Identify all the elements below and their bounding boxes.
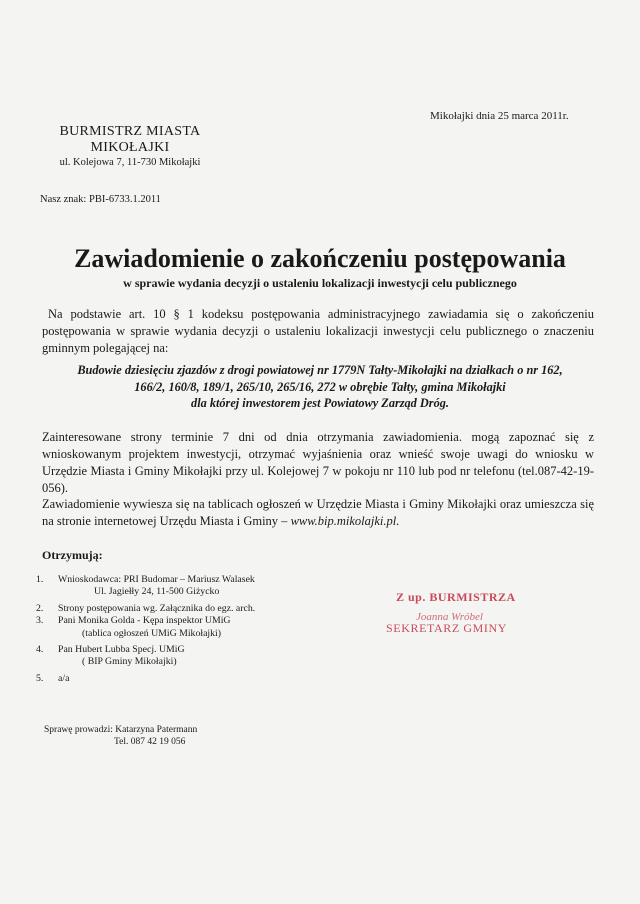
recipient-subline: (tablica ogłoszeń UMiG Mikołajki): [82, 627, 222, 639]
recipients-list: [36, 574, 356, 685]
document-date: Mikołajki dnia 25 marca 2011r.: [430, 110, 569, 122]
investment-description: [60, 362, 580, 412]
paragraph-publication-text: Zawiadomienie wywiesza się na tablicach ogłoszeń w Urzędzie Miasta i Gminy Mikołajki oraz umieszcza się na stronie internetowej Urzędu Miasta i Gminy –: [42, 497, 594, 528]
sender-address: ul. Kolejowa 7, 11-730 Mikołajki: [59, 157, 201, 168]
recipient-item: [36, 673, 356, 685]
recipient-item: [36, 603, 356, 615]
sender-town: MIKOŁAJKI: [90, 140, 170, 155]
recipient-number: 5.: [36, 672, 44, 684]
recipient-subline: ( BIP Gminy Mikołajki): [82, 656, 177, 668]
recipient-item: [36, 644, 356, 656]
recipient-text: Wnioskodawca: PRI Budomar – Mariusz Walasek: [58, 574, 255, 585]
sender-title: BURMISTRZ MIASTA: [59, 124, 201, 139]
recipient-text: Pani Monika Golda - Kępa inspektor UMiG: [58, 615, 231, 627]
paragraph-publication: [42, 496, 594, 530]
document-title: Zawiadomienie o zakończeniu postępowania: [74, 244, 566, 273]
recipients-heading: Otrzymują:: [42, 548, 103, 562]
reference-number: Nasz znak: PBI-6733.1.2011: [40, 194, 161, 205]
recipient-text: a/a: [58, 672, 70, 684]
recipient-number: 2.: [36, 602, 44, 614]
recipient-item: [36, 615, 356, 627]
prepared-by-block: [44, 724, 197, 748]
document-subtitle: w sprawie wydania decyzji o ustaleniu lokalizacji inwestycji celu publicznego: [123, 276, 517, 290]
investment-line: dla której inwestorem jest Powiatowy Zarząd Dróg.: [191, 396, 449, 410]
recipient-number: 3.: [36, 615, 44, 627]
paragraph-parties: Zainteresowane strony terminie 7 dni od dnia otrzymania zawiadomienia. mogą zapoznać się z wnioskowanym projektem inwestycji, otrzymać wyjaśnienia oraz wnieść swoje uwagi do wniosku w Urzędzie Miasta i Gminy Mikołajki przy ul. Kolejowej 7 w pokoju nr 110 lub pod nr telefonu (tel.087-42-19-056).: [42, 430, 594, 495]
stamp-line: SEKRETARZ GMINY: [386, 621, 508, 635]
investment-line: Budowie dziesięciu zjazdów z drogi powiatowej nr 1779N Tałty-Mikołajki na działkach o nr 162,: [77, 363, 563, 377]
recipient-text: Strony postępowania wg. Załącznika do egz. arch.: [58, 602, 256, 614]
paragraph-legal-basis-text: Na podstawie art. 10 § 1 kodeksu postępowania administracyjnego zawiadamia się o zakończeniu postępowania w sprawie wydania decyzji o ustaleniu lokalizacji inwestycji celu publicznego o znaczeniu gminnym polegającej na:: [42, 307, 594, 355]
stamp-line: Z up. BURMISTRZA: [396, 590, 516, 604]
prepared-by: Sprawę prowadzi: Katarzyna Patermann: [44, 725, 198, 735]
recipient-text: Pan Hubert Lubba Specj. UMiG: [58, 644, 185, 656]
official-stamp: [380, 590, 530, 636]
recipient-number: 4.: [36, 644, 44, 656]
prepared-telephone: Tel. 087 42 19 056: [114, 737, 186, 747]
recipient-subline: Ul. Jagiełły 24, 11-500 Giżycko: [94, 586, 220, 598]
sender-block: [40, 124, 220, 168]
website-link[interactable]: www.bip.mikolajki.pl.: [290, 514, 400, 528]
signature: Joanna Wróbel: [416, 611, 483, 623]
recipient-number: 1.: [36, 574, 44, 585]
recipient-item: [36, 574, 356, 586]
investment-line: 166/2, 160/8, 189/1, 265/10, 265/16, 272 w obrębie Tałty, gmina Mikołajki: [134, 379, 506, 394]
paragraph-legal-basis: [42, 306, 594, 357]
